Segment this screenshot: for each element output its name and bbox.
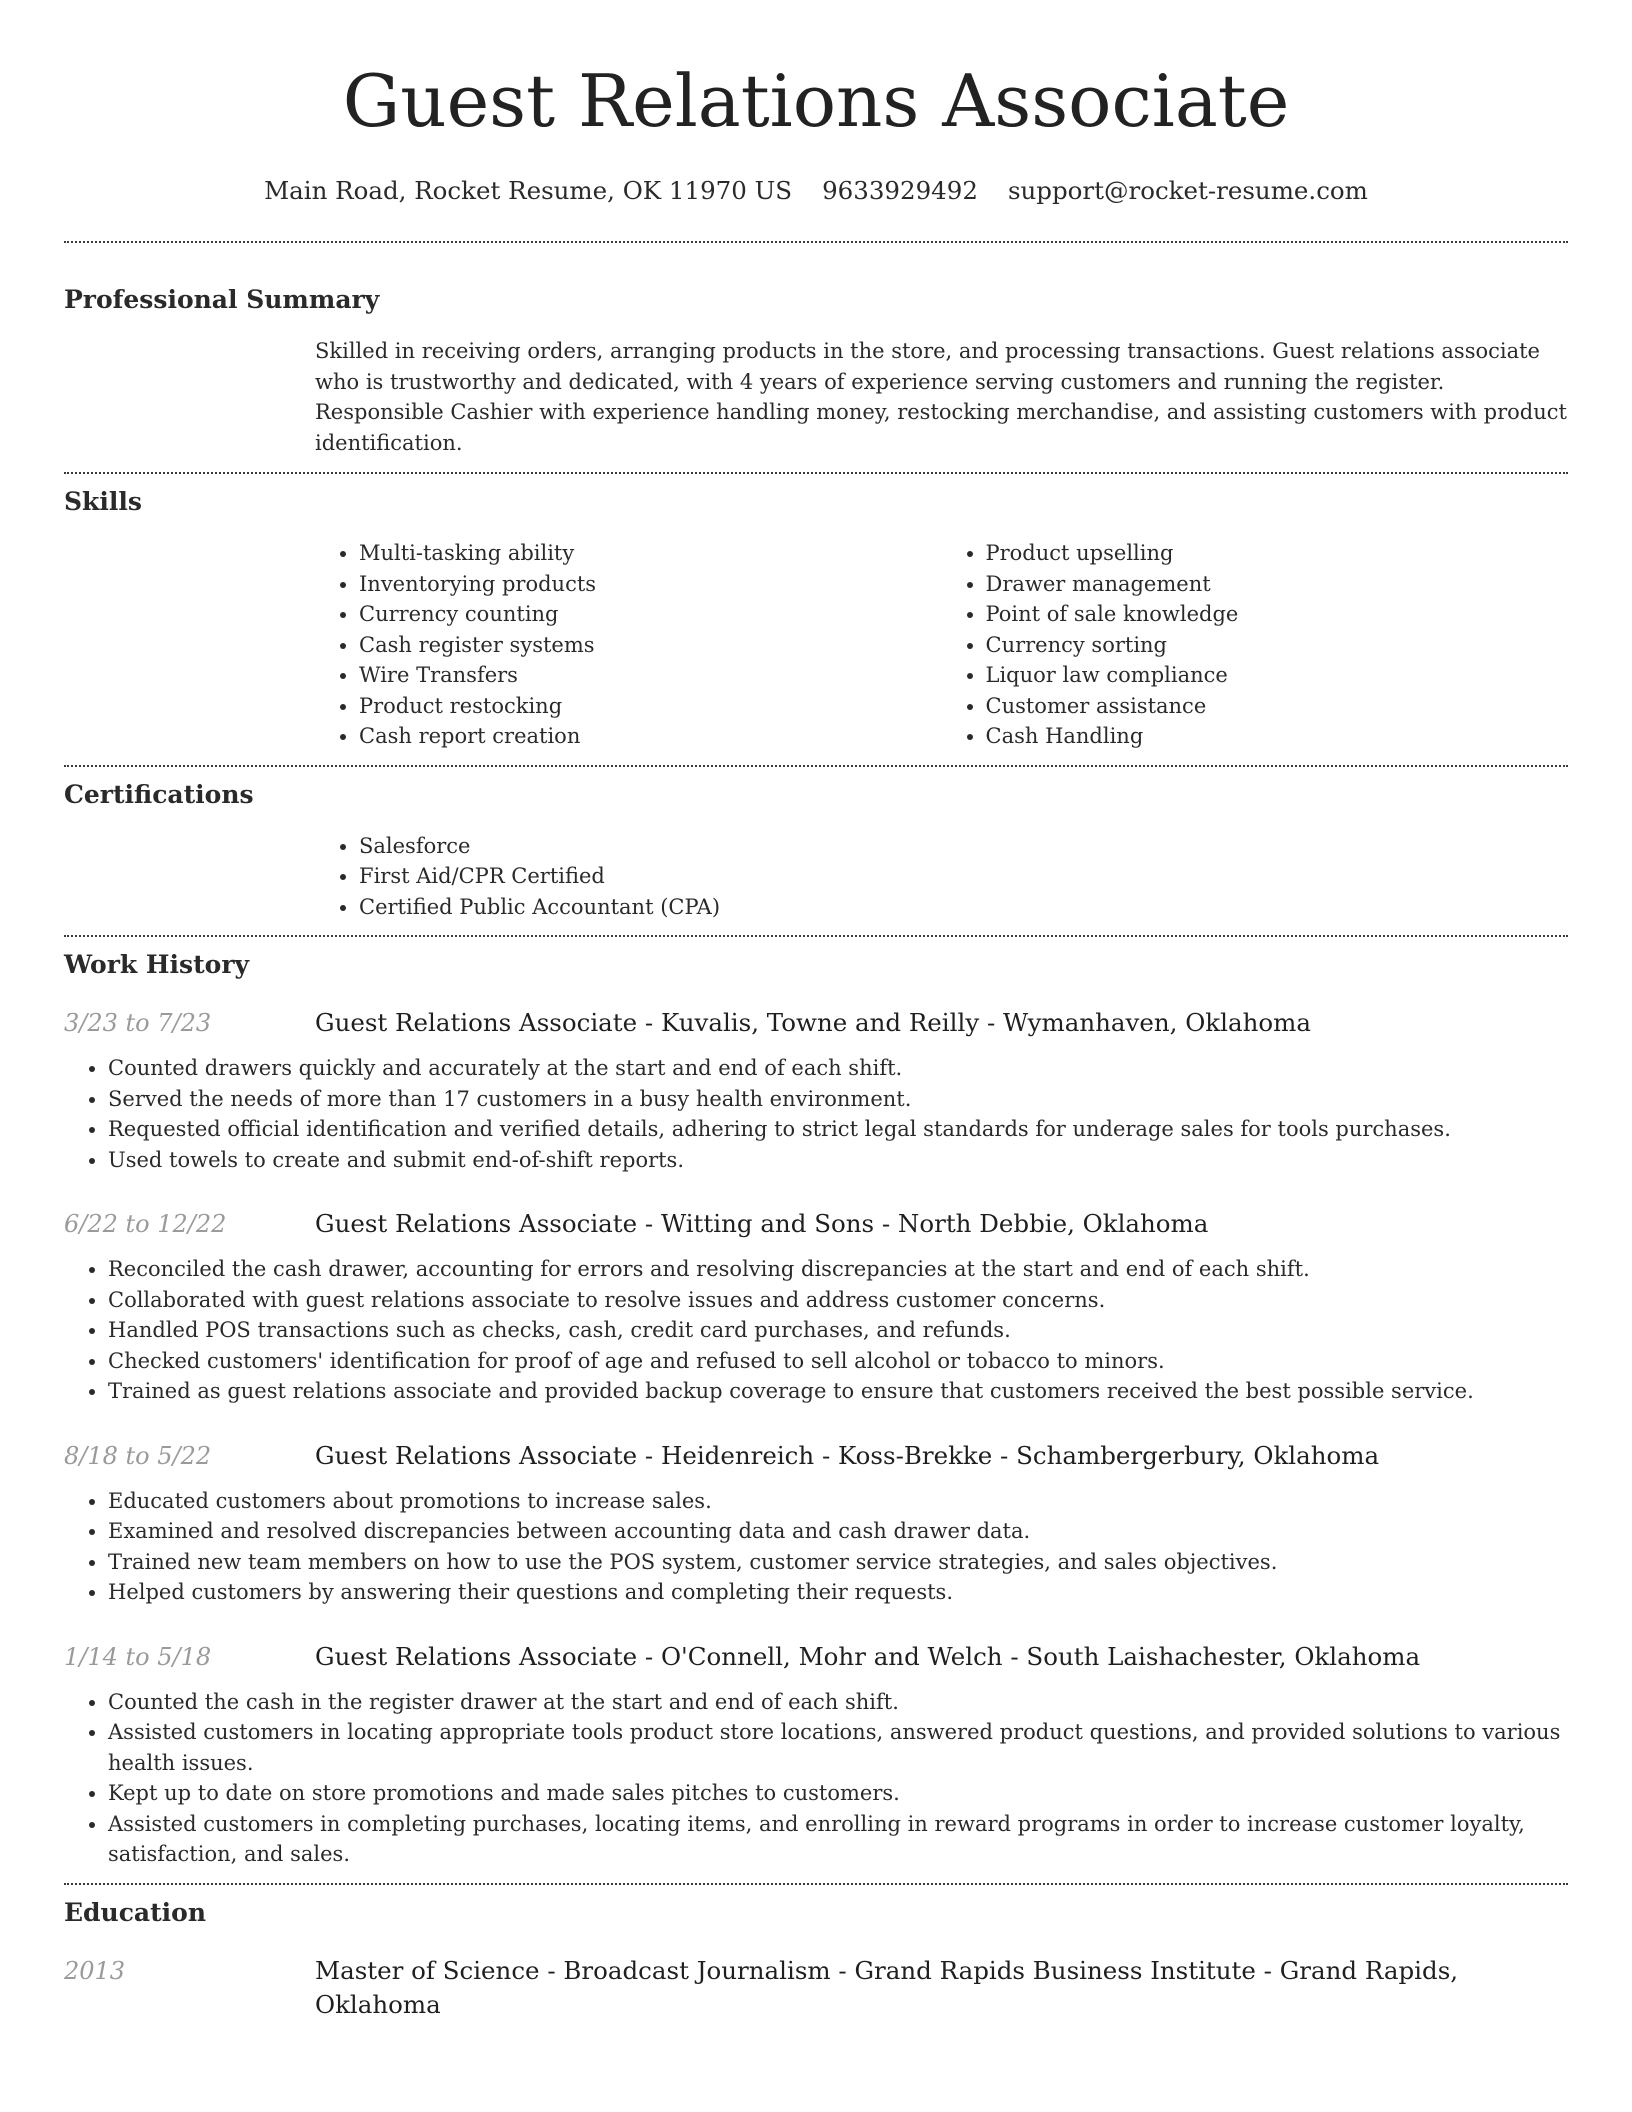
job-dates: 6/22 to 12/22 (64, 1210, 227, 1238)
resume-name: Guest Relations Associate (342, 59, 1290, 143)
skill-item: • Inventorying products (359, 569, 942, 600)
job-entry (64, 1006, 1568, 1175)
job-heading: Guest Relations Associate - Witting and Sons - North Debbie, Oklahoma (315, 1209, 1209, 1238)
section-divider (64, 765, 1568, 767)
job-bullet: • Trained new team members on how to use the POS system, customer service strategies, and sales objectives. (108, 1547, 1568, 1578)
job-entry (64, 1439, 1568, 1608)
job-bullet: • Examined and resolved discrepancies between accounting data and cash drawer data. (108, 1516, 1568, 1547)
job-bullet: • Handled POS transactions such as checks, cash, credit card purchases, and refunds. (108, 1315, 1568, 1346)
job-entry (64, 1640, 1568, 1870)
job-header (64, 1439, 1568, 1473)
skills-list-left (315, 538, 942, 752)
job-bullet: • Helped customers by answering their questions and completing their requests. (108, 1577, 1568, 1608)
work-history-title: Work History (64, 950, 250, 979)
skill-item: • Cash Handling (986, 721, 1569, 752)
job-dates: 8/18 to 5/22 (64, 1441, 212, 1470)
job-heading: Guest Relations Associate - Kuvalis, Towne and Reilly - Wymanhaven, Oklahoma (315, 1008, 1311, 1037)
work-history-section (64, 948, 1568, 1870)
skill-item: • Customer assistance (986, 691, 1569, 722)
summary-section (64, 283, 1568, 458)
job-bullet: • Collaborated with guest relations associate to resolve issues and address customer concerns. (108, 1285, 1568, 1316)
job-bullet: • Used towels to create and submit end-of-shift reports. (108, 1145, 1568, 1176)
summary-text: Skilled in receiving orders, arranging products in the store, and processing transactions. Guest relations associate who is trustworthy and dedicated, with 4 years of experience serving customers and running the register. Responsible Cashier with experience handling money, restocking merchandise, and assisting customers with product identification. (315, 339, 1567, 455)
job-bullets (64, 1687, 1568, 1870)
skill-item: • Wire Transfers (359, 660, 942, 691)
skill-item: • Cash report creation (359, 721, 942, 752)
job-bullet: • Requested official identification and verified details, adhering to strict legal standards for underage sales for tools purchases. (108, 1114, 1568, 1145)
education-heading: Master of Science - Broadcast Journalism - Grand Rapids Business Institute - Grand Rapids, Oklahoma (315, 1955, 1459, 2019)
skills-list-right (942, 538, 1569, 752)
section-divider (64, 241, 1568, 243)
job-bullet: • Assisted customers in completing purchases, locating items, and enrolling in reward programs in order to increase customer loyalty, satisfaction, and sales. (108, 1809, 1568, 1870)
contact-phone: 9633929492 (822, 176, 978, 205)
skills-title: Skills (64, 487, 142, 516)
certifications-list (315, 831, 1568, 923)
job-bullet: • Served the needs of more than 17 customers in a busy health environment. (108, 1084, 1568, 1115)
certifications-title: Certifications (64, 779, 254, 809)
education-section (64, 1896, 1568, 2022)
section-divider (64, 1883, 1568, 1885)
certification-item: • First Aid/CPR Certified (359, 861, 1568, 892)
job-heading: Guest Relations Associate - O'Connell, Mohr and Welch - South Laishachester, Oklahoma (315, 1641, 1421, 1671)
job-bullet: • Educated customers about promotions to increase sales. (108, 1486, 1568, 1517)
section-divider (64, 935, 1568, 937)
job-heading: Guest Relations Associate - Heidenreich - Koss-Brekke - Schambergerbury, Oklahoma (315, 1440, 1380, 1470)
skill-item: • Point of sale knowledge (986, 599, 1569, 630)
job-bullet: • Trained as guest relations associate and provided backup coverage to ensure that customers received the best possible service. (108, 1376, 1568, 1407)
job-header (64, 1207, 1568, 1241)
job-bullet: • Counted drawers quickly and accurately at the start and end of each shift. (108, 1053, 1568, 1084)
certifications-block (315, 831, 1568, 923)
job-bullets (64, 1053, 1568, 1175)
contact-email: support@rocket-resume.com (1007, 176, 1368, 205)
skill-item: • Product upselling (986, 538, 1569, 569)
education-entry (64, 1954, 1568, 2022)
contact-line (64, 174, 1568, 208)
job-dates: 1/14 to 5/18 (64, 1642, 212, 1671)
section-divider (64, 472, 1568, 474)
job-bullets (64, 1254, 1568, 1407)
job-header (64, 1006, 1568, 1040)
job-dates: 3/23 to 7/23 (64, 1009, 212, 1037)
skill-item: • Drawer management (986, 569, 1569, 600)
job-bullet: • Assisted customers in locating appropriate tools product store locations, answered product questions, and provided solutions to various health issues. (108, 1717, 1568, 1778)
skill-item: • Multi-tasking ability (359, 538, 942, 569)
certifications-section (64, 778, 1568, 923)
skill-item: • Currency sorting (986, 630, 1569, 661)
job-header (64, 1640, 1568, 1674)
job-entry (64, 1207, 1568, 1407)
skill-item: • Liquor law compliance (986, 660, 1569, 691)
skill-item: • Product restocking (359, 691, 942, 722)
contact-address: Main Road, Rocket Resume, OK 11970 US (264, 176, 793, 205)
certification-item: • Salesforce (359, 831, 1568, 862)
job-bullet: • Kept up to date on store promotions and made sales pitches to customers. (108, 1778, 1568, 1809)
education-header (64, 1954, 1568, 2022)
education-title: Education (64, 1897, 207, 1927)
education-year: 2013 (64, 1956, 126, 1985)
skill-item: • Currency counting (359, 599, 942, 630)
job-bullet: • Checked customers' identification for proof of age and refused to sell alcohol or tobacco to minors. (108, 1346, 1568, 1377)
summary-title: Professional Summary (64, 285, 380, 314)
job-bullet: • Counted the cash in the register drawer at the start and end of each shift. (108, 1687, 1568, 1718)
skills-section (64, 485, 1568, 752)
job-bullet: • Reconciled the cash drawer, accounting for errors and resolving discrepancies at the start and end of each shift. (108, 1254, 1568, 1285)
certification-item: • Certified Public Accountant (CPA) (359, 892, 1568, 923)
skill-item: • Cash register systems (359, 630, 942, 661)
skills-grid (315, 538, 1568, 752)
job-bullets (64, 1486, 1568, 1608)
